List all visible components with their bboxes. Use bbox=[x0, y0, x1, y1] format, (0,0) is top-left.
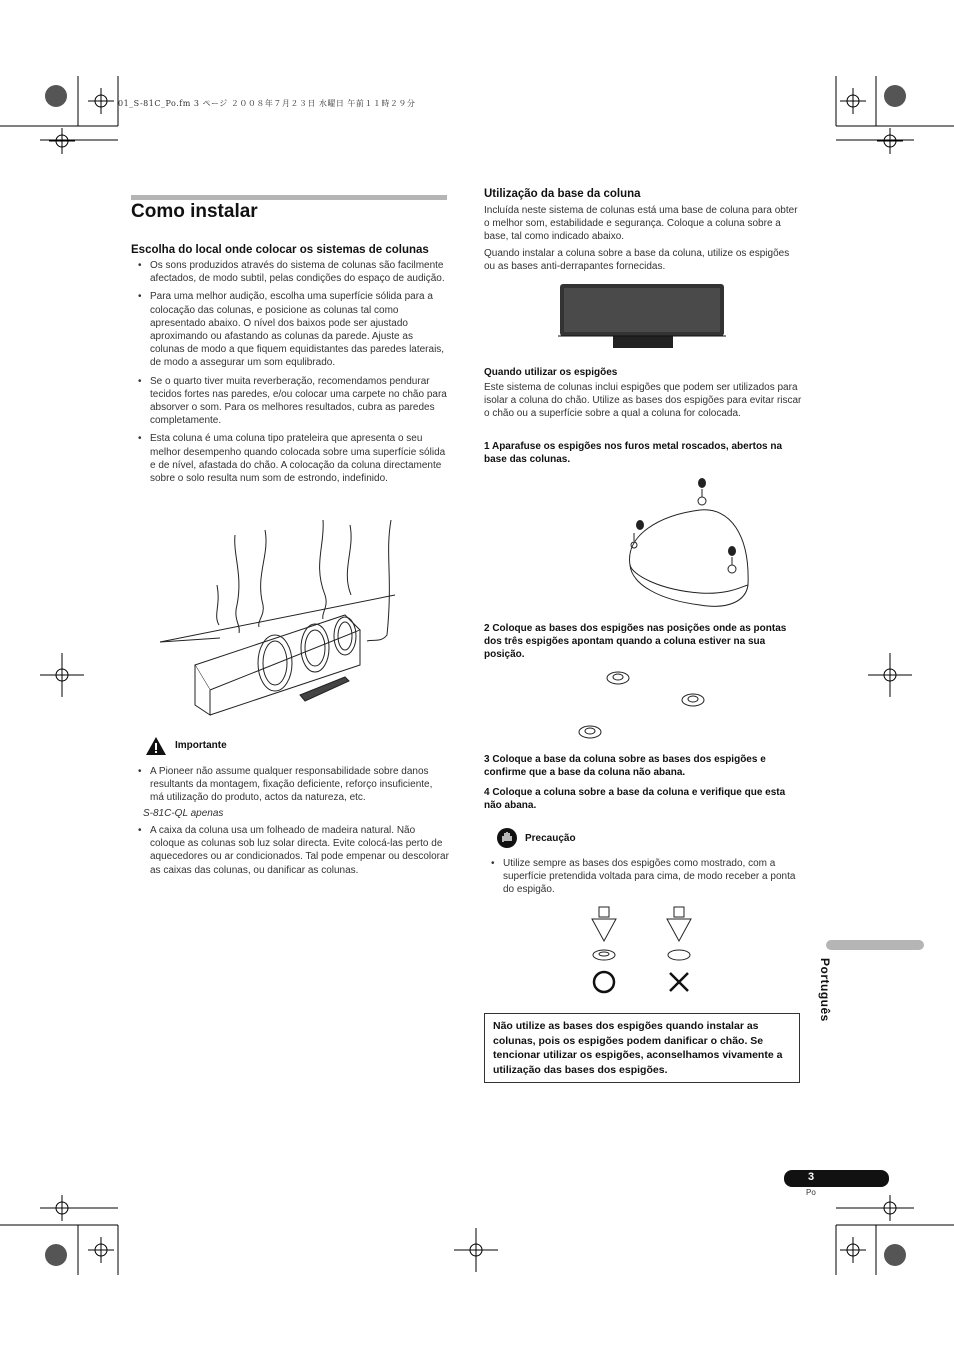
list-item: • Se o quarto tiver muita reverberação, recomendamos pendurar tecidos fortes nas paredes, e/ou colocar uma carpete no chão para absorver o som. Para os melhores resultados, cubra as paredes completamente. bbox=[131, 375, 449, 428]
list-item: • Utilize sempre as bases dos espigões como mostrado, com a superfície pretendida voltada para cima, de modo receber a ponta do espigão. bbox=[484, 857, 802, 897]
step-4: 4 Coloque a coluna sobre a base da coluna e verifique que esta não abana. bbox=[484, 787, 786, 812]
language-tab-bar bbox=[826, 940, 924, 950]
spikes-paragraph: Este sistema de colunas inclui espigões que podem ser utilizados para isolar a coluna do chão. Utilize as bases dos espigões para evitar riscar o chão ou a superfície sobre a qual a coluna for colocada. bbox=[484, 382, 802, 420]
sub-heading-spikes: Quando utilizar os espigões bbox=[484, 367, 618, 378]
model-bullet-list bbox=[131, 824, 449, 882]
language-tab: Português bbox=[818, 958, 832, 1022]
important-label: Importante bbox=[175, 740, 227, 751]
correct-orientation-icon bbox=[596, 972, 616, 992]
section-heading-location: Escolha do local onde colocar os sistemas de colunas bbox=[131, 244, 429, 256]
list-item: • Os sons produzidos através do sistema de colunas são facilmente afectados, de modo subtil, pelas condições do espaço de audição. bbox=[131, 259, 449, 285]
step-1: 1 Aparafuse os espigões nos furos metal roscados, abertos na base das colunas. bbox=[484, 441, 783, 466]
speaker-placement-illustration bbox=[155, 515, 400, 720]
caution-bullet-list bbox=[484, 857, 802, 902]
important-bullet-list bbox=[131, 765, 449, 810]
page-lang-code: Po bbox=[806, 1188, 816, 1197]
file-stamp: 01_S-81C_Po.fm 3 ページ ２００８年７月２３日 水曜日 午前１１時２９分 bbox=[118, 99, 416, 108]
speaker-on-stand-illustration bbox=[558, 284, 728, 350]
step-2: 2 Coloque as bases dos espigões nas posições onde as pontas dos três espigões apontam quando a coluna estiver na sua posição. bbox=[484, 623, 787, 661]
list-item: • Para uma melhor audição, escolha uma superfície sólida para a colocação das colunas, e posicione as colunas tal como apresentado abaixo. O nível dos baixos pode ser ajustado aproximando ou afastando as colunas da parede. Ajuste as colunas de modo a que fiquem equidistantes das paredes laterais, de modo a assegurar um som equlibrado. bbox=[131, 290, 449, 369]
section-heading-stand: Utilização da base da coluna bbox=[484, 188, 641, 200]
location-bullet-list bbox=[131, 259, 449, 490]
stand-paragraph-2: Quando instalar a coluna sobre a base da coluna, utilize os espigões ou as bases anti-derrapantes fornecidas. bbox=[484, 248, 790, 273]
step-3: 3 Coloque a base da coluna sobre as bases dos espigões e confirme que a base da coluna não abana. bbox=[484, 754, 766, 779]
caution-hand-icon bbox=[497, 828, 517, 848]
heading-bar bbox=[131, 195, 447, 200]
warning-box: Não utilize as bases dos espigões quando instalar as colunas, pois os espigões podem danificar o chão. Se tencionar utilizar os espigões, aconselhamos vivamente a utilização das bases dos espigões. bbox=[484, 1013, 800, 1083]
page-number: 3 bbox=[808, 1171, 815, 1183]
list-item: • Esta coluna é uma coluna tipo prateleira que apresenta o seu melhor desempenho quando colocada sobre uma superfície sólida e de nível, afastada do chão. A colocação da coluna directamente sobre o solo resulta num som de estrondo, indefinido. bbox=[131, 432, 449, 485]
list-item: • A Pioneer não assume qualquer responsabilidade sobre danos resultants da montagem, fixação deficiente, reforço insuficiente, má utilização do produto, actos da natureza, etc. bbox=[131, 765, 449, 805]
spike-base-positions-illustration bbox=[575, 668, 715, 740]
model-note: S-81C-QL apenas bbox=[143, 808, 224, 819]
warning-icon bbox=[145, 736, 167, 756]
page-number-tab bbox=[784, 1170, 889, 1187]
stand-paragraph-1: Incluída neste sistema de colunas está uma base de coluna para obter o melhor som, estabilidade e segurança. Coloque a coluna sobre a base, tal como indicado abaixo. bbox=[484, 205, 798, 243]
incorrect-orientation-icon bbox=[670, 972, 690, 992]
caution-label: Precaução bbox=[525, 833, 576, 844]
list-item: • A caixa da coluna usa um folheado de madeira natural. Não coloque as colunas sob luz solar directa. Evite colocá-las perto de aquecedores ou ar condicionados. Tal pode empenar ou descolorar as caixas das colunas, ou danificar as colunas. bbox=[131, 824, 449, 877]
spike-screw-illustration bbox=[620, 475, 755, 615]
page-title: Como instalar bbox=[131, 201, 258, 222]
